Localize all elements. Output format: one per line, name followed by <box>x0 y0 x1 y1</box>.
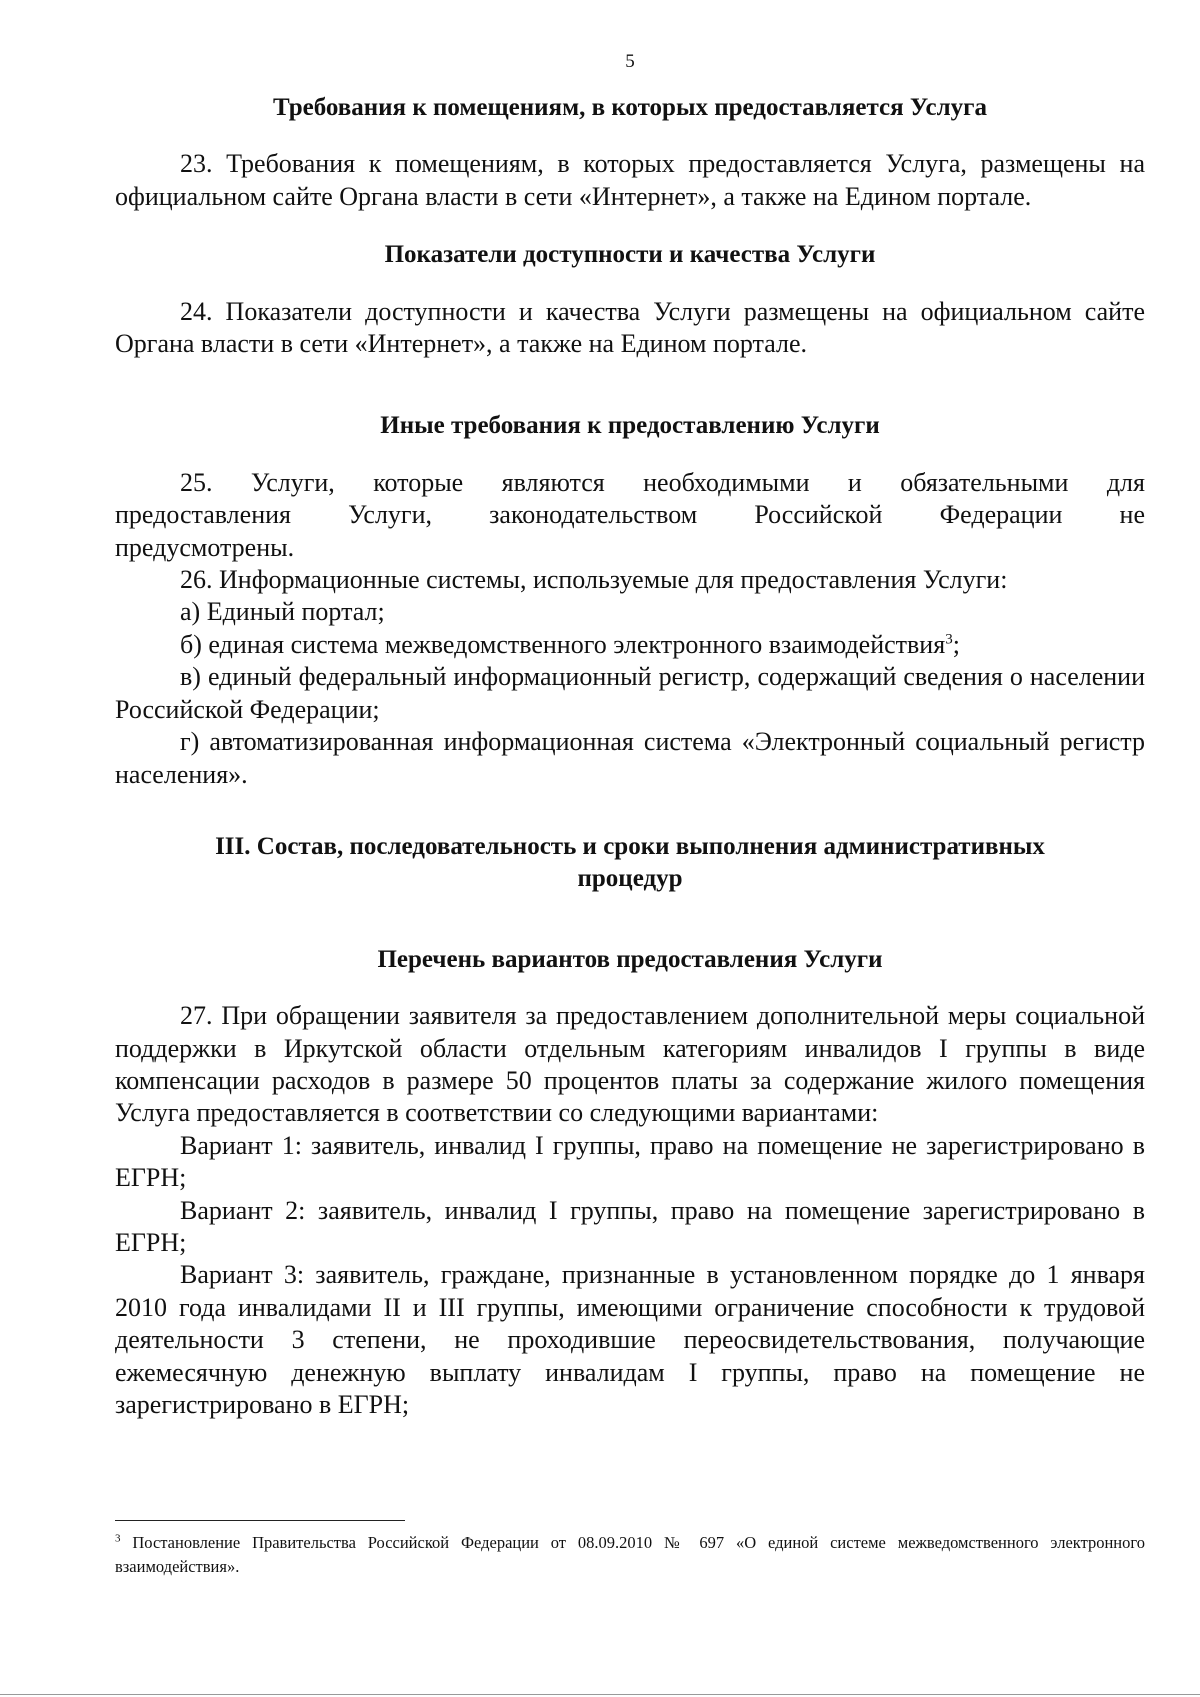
premises-heading: Требования к помещениям, в которых предоставляется Услуга <box>272 94 988 121</box>
paragraph-26: 26. Информационные системы, используемые для предоставления Услуги: <box>180 565 1008 595</box>
chapter-3-heading <box>115 831 1145 896</box>
page-content <box>115 92 1145 1421</box>
other-requirements-heading: Иные требования к предоставлению Услуги <box>380 412 880 440</box>
paragraph-25: 25. Услуги, которые являются необходимыми и обязательными для предоставления Услуги, законодательством Российской Федерации не предусмотрены. <box>115 467 1145 562</box>
footnote-text: Постановление Правительства Российской Федерации от 08.09.2010 № 697 «О единой системе межведомственного электронного взаимодействия». <box>115 1533 1145 1576</box>
variants-heading: Перечень вариантов предоставления Услуги <box>377 945 883 973</box>
footnote-reference: 3 <box>945 631 953 648</box>
chapter-3-heading-line-2: процедур <box>577 865 683 893</box>
footnote-marker: 3 <box>115 1532 121 1545</box>
paragraph-26-g: г) автоматизированная информационная система «Электронный социальный регистр населения». <box>115 727 1145 789</box>
footnote-divider <box>115 1520 405 1521</box>
chapter-3-heading-line-1: III. Состав, последовательность и сроки выполнения административных <box>215 832 1045 860</box>
paragraph-26-a: а) Единый портал; <box>180 597 385 627</box>
paragraph-26-b-end: ; <box>952 629 960 659</box>
page-number: 5 <box>625 51 635 72</box>
page-bottom-edge <box>0 1694 1200 1695</box>
paragraph-24: 24. Показатели доступности и качества Услуги размещены на официальном сайте Органа власти в сети «Интернет», а также на Едином портале. <box>115 296 1145 359</box>
quality-heading: Показатели доступности и качества Услуги <box>384 241 876 269</box>
variant-2: Вариант 2: заявитель, инвалид I группы, право на помещение зарегистрировано в ЕГРН; <box>115 1195 1145 1257</box>
variant-3: Вариант 3: заявитель, граждане, признанные в установленном порядке до 1 января 2010 года инвалидами II и III группы, имеющими ограничение способности к трудовой деятельности 3 степени, не проходившие переосвидетельствования, получающие ежемесячную денежную выплату инвалидам I группы, право на помещение не зарегистрировано в ЕГРН; <box>115 1260 1145 1419</box>
paragraph-26-b-text: б) единая система межведомственного электронного взаимодействия <box>180 629 946 659</box>
paragraph-26-b <box>115 629 1145 661</box>
paragraph-26-v: в) единый федеральный информационный регистр, содержащий сведения о населении Российской Федерации; <box>115 662 1145 724</box>
paragraph-23: 23. Требования к помещениям, в которых предоставляется Услуга, размещены на официальном сайте Органа власти в сети «Интернет», а также на Едином портале. <box>115 149 1145 211</box>
paragraph-27: 27. При обращении заявителя за предоставлением дополнительной меры социальной поддержки в Иркутской области отдельным категориям инвалидов I группы в виде компенсации расходов в размере 50 процентов платы за содержание жилого помещения Услуга предоставляется в соответствии со следующими вариантами: <box>115 1001 1145 1128</box>
variant-1: Вариант 1: заявитель, инвалид I группы, право на помещение не зарегистрировано в ЕГРН; <box>115 1130 1145 1193</box>
footnote <box>115 1531 1145 1579</box>
